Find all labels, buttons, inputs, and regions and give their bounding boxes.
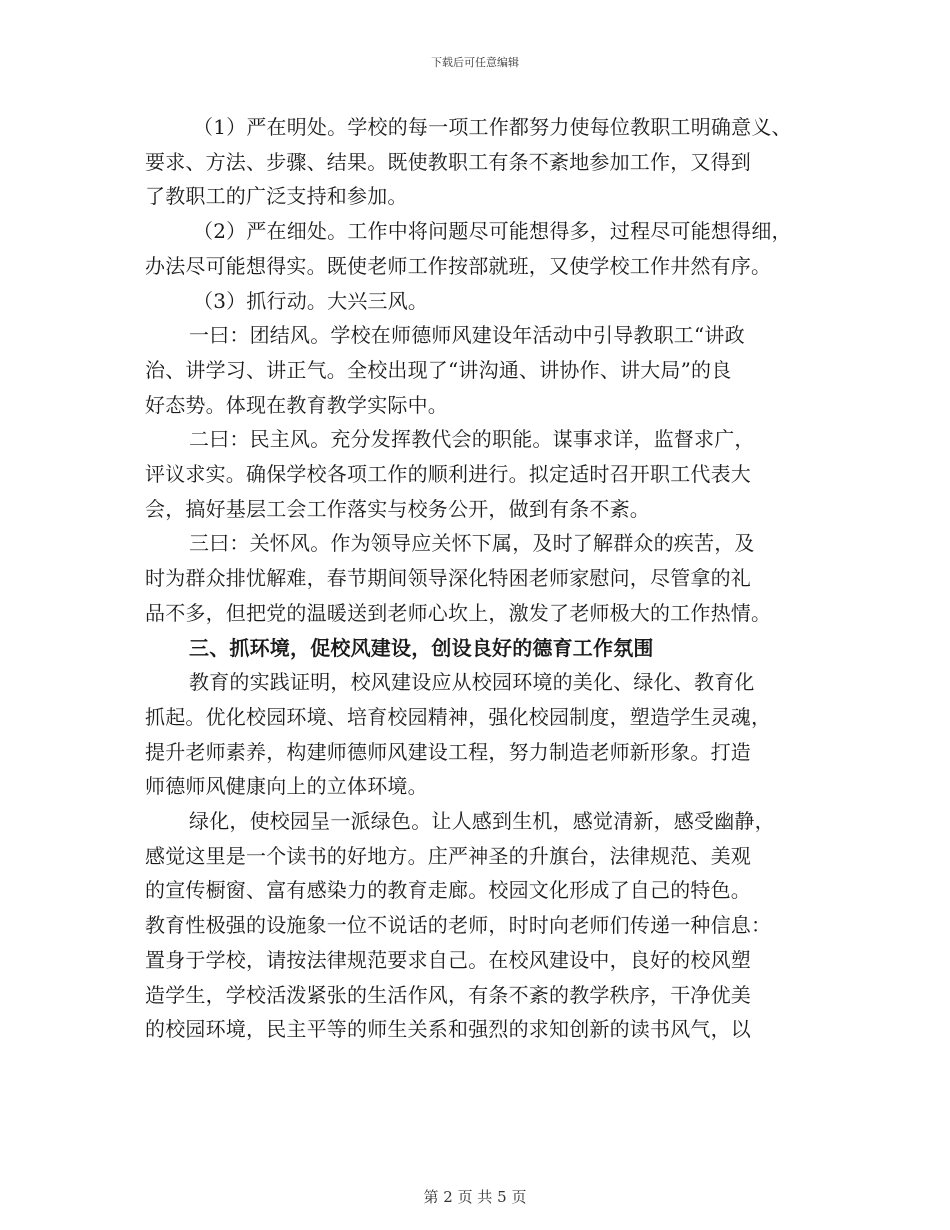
text-line: 提升老师素养，构建师德师风建设工程，努力制造老师新形象。打造 (145, 739, 751, 764)
text-line: 教育的实践证明，校风建设应从校园环境的美化、绿化、教育化 (189, 670, 755, 695)
text-line: 了教职工的广泛支持和参加。 (145, 184, 408, 209)
text-line: 的宣传橱窗、富有感染力的教育走廊。校园文化形成了自己的特色。 (145, 878, 751, 903)
text-line: 二曰：民主风。充分发挥教代会的职能。谋事求详，监督求广， (189, 427, 755, 452)
section-heading: 三、抓环境，促校风建设，创设良好的德育工作氛围 (189, 635, 654, 660)
text-line: 造学生，学校活泼紧张的生活作风，有条不紊的教学秩序，干净优美 (145, 982, 751, 1007)
page-number: 第 2 页 共 5 页 (423, 1188, 527, 1206)
text-line: 评议求实。确保学校各项工作的顺利进行。拟定适时召开职工代表大 (145, 462, 751, 487)
text-line: 品不多，但把党的温暖送到老师心坎上，激发了老师极大的工作热情。 (145, 600, 772, 625)
text-line: 感觉这里是一个读书的好地方。庄严神圣的升旗台，法律规范、美观 (145, 843, 751, 868)
page-header-note: 下载后可任意编辑 (431, 56, 519, 69)
text-line: 师德师风健康向上的立体环境。 (145, 774, 428, 799)
text-line: （1）严在明处。学校的每一项工作都努力使每位教职工明确意义、 (193, 115, 792, 139)
text-line: 的校园环境，民主平等的师生关系和强烈的求知创新的读书风气，以 (145, 1017, 751, 1042)
document-body (145, 110, 825, 1047)
text-line: 三曰：关怀风。作为领导应关怀下属，及时了解群众的疾苦，及 (189, 531, 755, 556)
text-line: 教育性极强的设施象一位不说话的老师，时时向老师们传递一种信息： (145, 913, 772, 938)
text-line: 时为群众排忧解难，春节期间领导深化特困老师家慰问，尽管拿的礼 (145, 566, 751, 591)
text-line: （3）抓行动。大兴三风。 (193, 288, 429, 313)
text-line: 会，搞好基层工会工作落实与校务公开，做到有条不紊。 (145, 496, 650, 521)
text-line: 要求、方法、步骤、结果。既使教职工有条不紊地参加工作，又得到 (145, 149, 751, 174)
text-line: （2）严在细处。工作中将问题尽可能想得多，过程尽可能想得细， (193, 219, 792, 244)
text-line: 治、讲学习、讲正气。全校出现了“讲沟通、讲协作、讲大局”的良 (145, 357, 732, 382)
text-line: 好态势。体现在教育教学实际中。 (145, 392, 448, 417)
text-line: 置身于学校，请按法律规范要求自己。在校风建设中，良好的校风塑 (145, 947, 751, 972)
text-line: 一曰：团结风。学校在师德师风建设年活动中引导教职工“讲政 (189, 323, 745, 348)
text-line: 抓起。优化校园环境、培育校园精神，强化校园制度，塑造学生灵魂， (145, 704, 772, 729)
text-line: 办法尽可能想得实。既使老师工作按部就班，又使学校工作井然有序。 (145, 253, 772, 278)
text-line: 绿化，使校园呈一派绿色。让人感到生机，感觉清新，感受幽静， (189, 809, 775, 834)
